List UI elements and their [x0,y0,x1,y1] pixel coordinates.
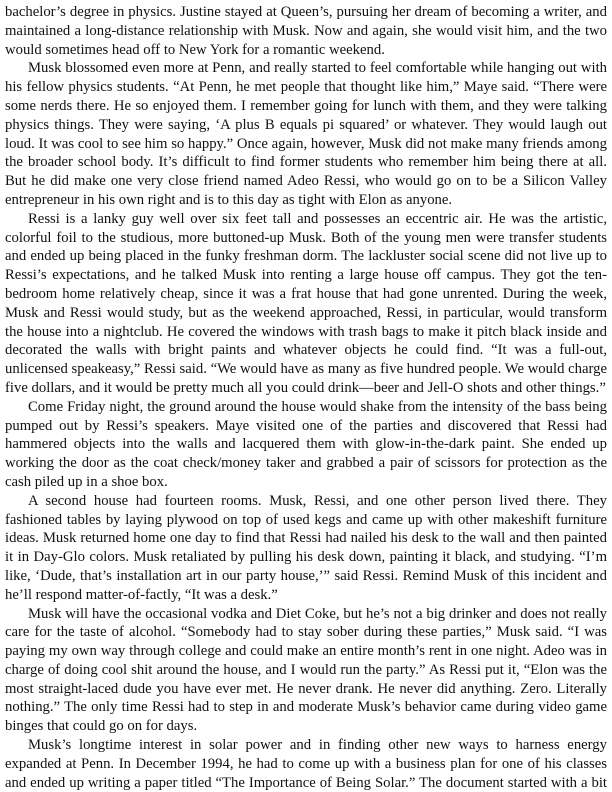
paragraph-ressi-house: Ressi is a lanky guy well over six feet tall and possesses an eccentric air. He was the artistic, colorful foil to the studious, more buttoned-up Musk. Both of the young men were transfer students and ended up being placed in the funky freshman dorm. The lackluster social scene did not live up to Ressi’s expectations, and he talked Musk into renting a large house off campus. They got the ten-bedroom home relatively cheap, since it was a frat house that had gone unrented. During the week, Musk and Ressi would study, but as the weekend approached, Ressi, in particular, would transform the house into a nightclub. He covered the windows with trash bags to make it pitch black inside and decorated the walls with bright paints and whatever objects he could find. “It was a full-out, unlicensed speakeasy,” Ressi said. “We would have as many as five hundred people. We would charge five dollars, and it would be pretty much all you could drink—beer and Jell-O shots and other things.” [5,210,607,396]
book-page [5,3,607,792]
paragraph-friday-night: Come Friday night, the ground around the house would shake from the intensity of the bass being pumped out by Ressi’s speakers. Maye visited one of the parties and discovered that Ressi had hammered objects into the walls and lacquered them with glow-in-the-dark paint. She ended up working the door as the coat check/money taker and grabbed a pair of scissors for protection as the cash piled up in a shoe box. [5,398,607,490]
paragraph-continued: bachelor’s degree in physics. Justine stayed at Queen’s, pursuing her dream of becoming a writer, and maintained a long-distance relationship with Musk. Now and again, she would visit him, and the two would sometimes head off to New York for a romantic weekend. [5,4,607,58]
paragraph-solar: Musk’s longtime interest in solar power and in finding other new ways to harness energy expanded at Penn. In December 1994, he had to come up with a business plan for one of his classes and ended up writing a paper titled “The Importance of Being Solar.” The document started with a bit [5,737,607,791]
paragraph-second-house: A second house had fourteen rooms. Musk, Ressi, and one other person lived there. They fashioned tables by laying plywood on top of used kegs and came up with other makeshift furniture ideas. Musk returned home one day to find that Ressi had nailed his desk to the wall and then painted it in Day-Glo colors. Musk retaliated by pulling his desk down, painting it black, and studying. “I’m like, ‘Dude, that’s installation art in our party house,’” said Ressi. Remind Musk of this incident and he’ll respond matter-of-factly, “It was a desk.” [5,492,607,603]
paragraph-penn-friends: Musk blossomed even more at Penn, and really started to feel comfortable while hanging out with his fellow physics students. “At Penn, he met people that thought like him,” Maye said. “There were some nerds there. He so enjoyed them. I remember going for lunch with them, and they were talking physics things. They were saying, ‘A plus B equals pi squared’ or whatever. They would laugh out loud. It was cool to see him so happy.” Once again, however, Musk did not make many friends among the broader school body. It’s difficult to find former students who remember him being there at all. But he did make one very close friend named Adeo Ressi, who would go on to be a Silicon Valley entrepreneur in his own right and is to this day as tight with Elon as anyone. [5,60,607,208]
paragraph-sober: Musk will have the occasional vodka and Diet Coke, but he’s not a big drinker and does not really care for the taste of alcohol. “Somebody had to stay sober during these parties,” Musk said. “I was paying my own way through college and could make an entire month’s rent in one night. Adeo was in charge of doing cool shit around the house, and I would run the party.” As Ressi put it, “Elon was the most straight-laced dude you have ever met. He never drank. He never did anything. Zero. Literally nothing.” The only time Ressi had to step in and moderate Musk’s behavior came during video game binges that could go on for days. [5,605,607,735]
